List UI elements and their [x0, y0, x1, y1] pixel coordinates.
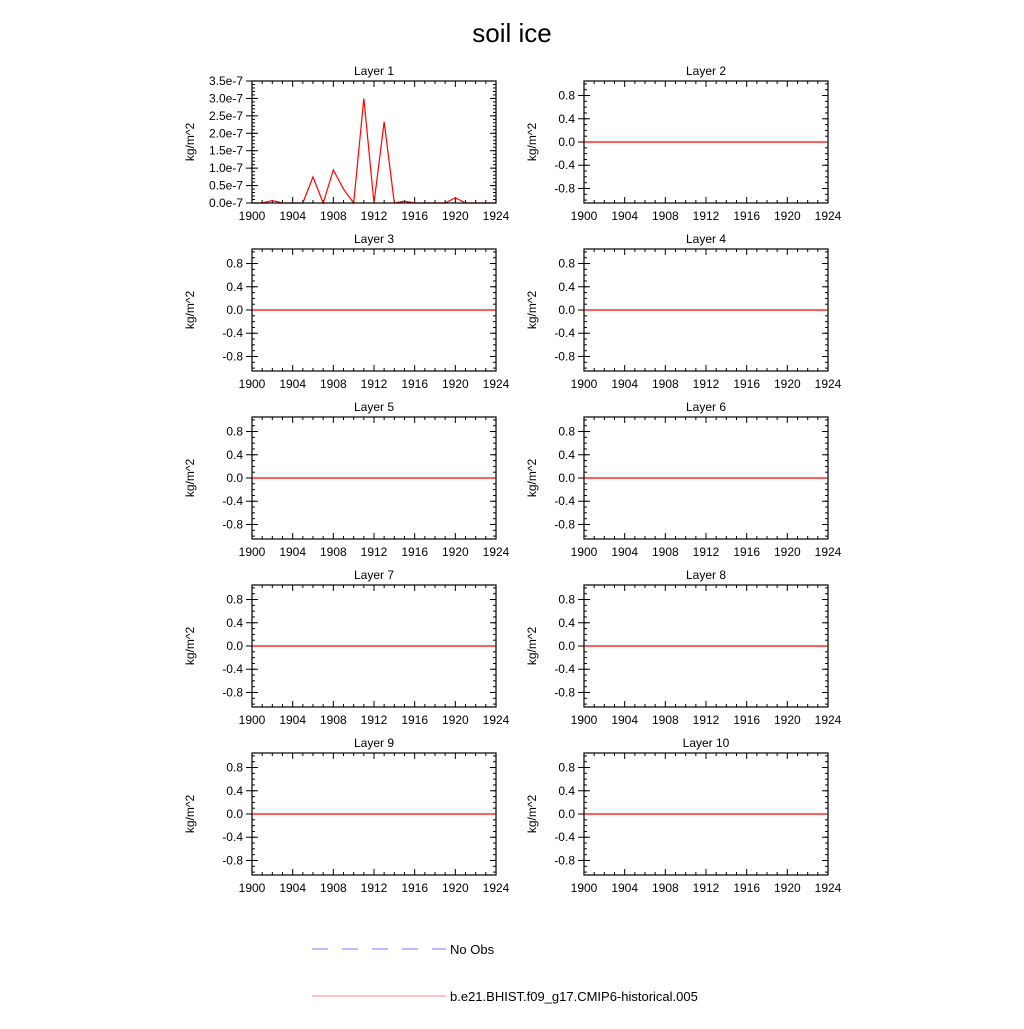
y-tick-label: 0.8 [558, 88, 575, 103]
x-tick-label: 1908 [651, 209, 679, 223]
y-tick-label: 0.0 [226, 471, 243, 485]
y-tick-label: 0.0 [226, 807, 243, 821]
x-tick-label: 1920 [773, 209, 801, 223]
x-tick-label: 1904 [279, 881, 307, 895]
y-tick-label: 0.4 [558, 111, 575, 126]
x-tick-label: 1924 [814, 881, 842, 895]
x-tick-label: 1904 [279, 713, 307, 727]
x-tick-label: 1912 [360, 713, 388, 727]
x-tick-label: 1900 [570, 545, 598, 559]
y-tick-label: 0.8 [226, 760, 243, 775]
y-axis-label: kg/m^2 [183, 290, 197, 330]
x-tick-label: 1924 [482, 545, 510, 559]
y-tick-label: -0.8 [554, 685, 575, 700]
x-tick-label: 1916 [401, 209, 429, 223]
y-tick-label: 0.0 [558, 135, 575, 149]
y-tick-label: 0.8 [558, 592, 575, 607]
panel-4 [525, 232, 842, 391]
x-tick-label: 1900 [238, 377, 266, 391]
y-tick-label: 0.0e-7 [208, 196, 243, 210]
y-tick-label: -0.4 [222, 662, 243, 677]
x-tick-label: 1924 [814, 377, 842, 391]
y-axis-label: kg/m^2 [525, 458, 539, 498]
y-tick-label: -0.4 [554, 326, 575, 341]
y-tick-label: -0.4 [554, 494, 575, 509]
y-tick-label: -0.4 [554, 662, 575, 677]
x-tick-label: 1904 [279, 545, 307, 559]
x-tick-label: 1900 [570, 881, 598, 895]
data-series-line [252, 98, 496, 203]
x-tick-label: 1916 [401, 377, 429, 391]
y-tick-label: 0.8 [558, 424, 575, 439]
x-tick-label: 1924 [814, 209, 842, 223]
x-tick-label: 1924 [482, 713, 510, 727]
x-tick-label: 1908 [319, 209, 347, 223]
x-tick-label: 1900 [570, 377, 598, 391]
x-tick-label: 1920 [773, 545, 801, 559]
panel-6 [525, 400, 842, 559]
y-tick-label: 0.0 [558, 807, 575, 821]
y-tick-label: 0.4 [226, 783, 243, 798]
y-tick-label: -0.8 [222, 685, 243, 700]
y-tick-label: 0.8 [226, 592, 243, 607]
y-tick-label: 0.0 [558, 303, 575, 317]
x-tick-label: 1904 [611, 713, 639, 727]
panel-3 [183, 232, 510, 391]
panel-8 [525, 568, 842, 727]
y-tick-label: 0.4 [558, 279, 575, 294]
y-axis-label: kg/m^2 [525, 122, 539, 162]
y-tick-label: 0.0 [558, 471, 575, 485]
x-tick-label: 1912 [692, 713, 720, 727]
x-tick-label: 1912 [692, 881, 720, 895]
x-tick-label: 1920 [441, 713, 469, 727]
panel-title: Layer 5 [353, 400, 395, 414]
y-tick-label: 0.4 [558, 783, 575, 798]
y-axis-label: kg/m^2 [183, 626, 197, 666]
x-tick-label: 1924 [814, 713, 842, 727]
panel-title: Layer 2 [685, 64, 727, 78]
x-tick-label: 1912 [360, 881, 388, 895]
x-tick-label: 1904 [611, 545, 639, 559]
y-tick-label: 1.5e-7 [208, 143, 243, 158]
panel-title: Layer 7 [353, 568, 395, 582]
y-tick-label: -0.4 [222, 326, 243, 341]
panel-title: Layer 3 [353, 232, 395, 246]
x-tick-label: 1908 [319, 377, 347, 391]
panel-5 [183, 400, 510, 559]
x-tick-label: 1916 [733, 881, 761, 895]
legend-no-obs-label: No Obs [450, 942, 495, 957]
y-tick-label: -0.8 [222, 853, 243, 868]
y-tick-label: -0.4 [222, 830, 243, 845]
y-tick-label: -0.8 [554, 349, 575, 364]
x-tick-label: 1916 [733, 209, 761, 223]
x-tick-label: 1900 [238, 545, 266, 559]
y-tick-label: -0.8 [222, 349, 243, 364]
y-tick-label: 0.8 [558, 256, 575, 271]
chart-title: soil ice [472, 18, 552, 48]
x-tick-label: 1920 [773, 377, 801, 391]
panel-title: Layer 6 [685, 400, 727, 414]
x-tick-label: 1920 [441, 545, 469, 559]
x-tick-label: 1924 [482, 209, 510, 223]
x-tick-label: 1916 [401, 545, 429, 559]
x-tick-label: 1916 [733, 713, 761, 727]
x-tick-label: 1900 [238, 209, 266, 223]
y-tick-label: 0.4 [558, 615, 575, 630]
x-tick-label: 1920 [773, 713, 801, 727]
y-axis-label: kg/m^2 [183, 458, 197, 498]
x-tick-label: 1908 [651, 713, 679, 727]
y-tick-label: 0.5e-7 [208, 178, 243, 193]
x-tick-label: 1908 [651, 881, 679, 895]
y-tick-label: 0.4 [558, 447, 575, 462]
x-tick-label: 1912 [360, 209, 388, 223]
x-tick-label: 1916 [733, 377, 761, 391]
x-tick-label: 1900 [570, 713, 598, 727]
x-tick-label: 1908 [319, 881, 347, 895]
x-tick-label: 1920 [441, 881, 469, 895]
x-tick-label: 1900 [238, 713, 266, 727]
y-tick-label: -0.4 [554, 158, 575, 173]
x-tick-label: 1912 [360, 545, 388, 559]
x-tick-label: 1900 [570, 209, 598, 223]
panel-7 [183, 568, 510, 727]
panel-9 [183, 736, 510, 895]
y-axis-label: kg/m^2 [183, 794, 197, 834]
x-tick-label: 1904 [611, 377, 639, 391]
legend [312, 942, 698, 1004]
x-tick-label: 1916 [401, 713, 429, 727]
y-tick-label: -0.8 [222, 517, 243, 532]
x-tick-label: 1916 [733, 545, 761, 559]
y-tick-label: -0.4 [554, 830, 575, 845]
x-tick-label: 1908 [319, 545, 347, 559]
y-tick-label: -0.8 [554, 853, 575, 868]
panel-2 [525, 64, 842, 223]
y-tick-label: 0.8 [226, 424, 243, 439]
y-tick-label: 0.0 [558, 639, 575, 653]
x-tick-label: 1916 [401, 881, 429, 895]
y-tick-label: 0.8 [226, 256, 243, 271]
x-tick-label: 1904 [611, 881, 639, 895]
x-tick-label: 1912 [692, 545, 720, 559]
x-tick-label: 1904 [611, 209, 639, 223]
plot-frame [252, 81, 496, 203]
panel-1 [183, 64, 510, 223]
panel-title: Layer 9 [353, 736, 395, 750]
x-tick-label: 1924 [482, 377, 510, 391]
y-tick-label: 0.0 [226, 639, 243, 653]
x-tick-label: 1900 [238, 881, 266, 895]
panel-10 [525, 736, 842, 895]
y-tick-label: 3.5e-7 [208, 74, 243, 88]
panel-title: Layer 8 [685, 568, 727, 582]
y-axis-label: kg/m^2 [183, 122, 197, 162]
x-tick-label: 1920 [441, 209, 469, 223]
x-tick-label: 1924 [482, 881, 510, 895]
x-tick-label: 1920 [441, 377, 469, 391]
y-tick-label: -0.4 [222, 494, 243, 509]
x-tick-label: 1908 [651, 545, 679, 559]
legend-model-label: b.e21.BHIST.f09_g17.CMIP6-historical.005 [450, 989, 698, 1004]
y-tick-label: 0.4 [226, 447, 243, 462]
y-axis-label: kg/m^2 [525, 290, 539, 330]
y-tick-label: 0.0 [226, 303, 243, 317]
y-tick-label: 1.0e-7 [208, 161, 243, 176]
y-tick-label: 3.0e-7 [208, 91, 243, 106]
x-tick-label: 1924 [814, 545, 842, 559]
y-tick-label: -0.8 [554, 517, 575, 532]
y-tick-label: 0.4 [226, 615, 243, 630]
panel-title: Layer 10 [682, 736, 730, 750]
y-tick-label: 2.5e-7 [208, 108, 243, 123]
x-tick-label: 1912 [360, 377, 388, 391]
panel-title: Layer 4 [685, 232, 727, 246]
y-tick-label: -0.8 [554, 181, 575, 196]
x-tick-label: 1908 [319, 713, 347, 727]
x-tick-label: 1920 [773, 881, 801, 895]
y-tick-label: 0.8 [558, 760, 575, 775]
x-tick-label: 1912 [692, 209, 720, 223]
panel-title: Layer 1 [353, 64, 395, 78]
x-tick-label: 1904 [279, 209, 307, 223]
x-tick-label: 1908 [651, 377, 679, 391]
y-tick-label: 0.4 [226, 279, 243, 294]
y-axis-label: kg/m^2 [525, 626, 539, 666]
y-axis-label: kg/m^2 [525, 794, 539, 834]
x-tick-label: 1904 [279, 377, 307, 391]
x-tick-label: 1912 [692, 377, 720, 391]
y-tick-label: 2.0e-7 [208, 126, 243, 141]
